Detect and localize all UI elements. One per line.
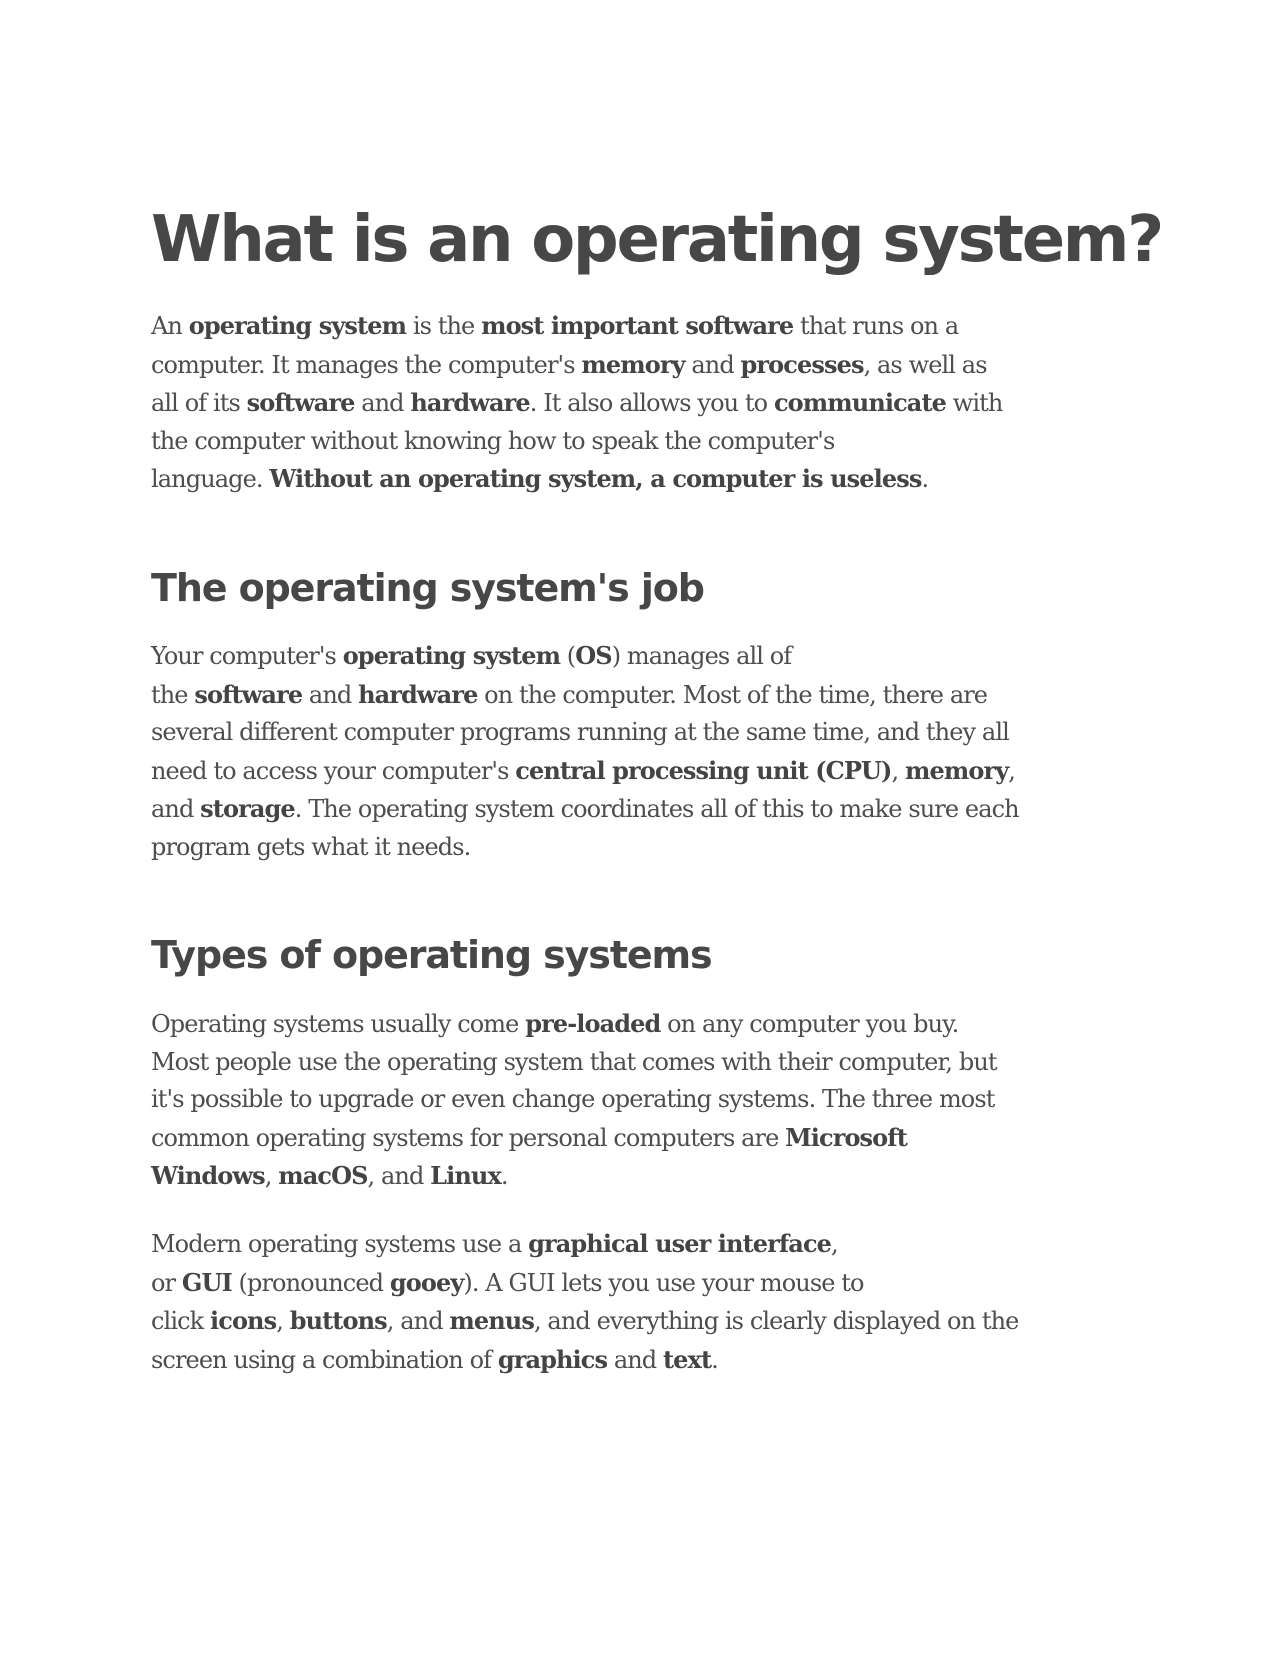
bold-term: operating system xyxy=(342,641,561,670)
bold-term: memory xyxy=(904,755,1009,785)
bold-term: most important software xyxy=(481,311,794,340)
text-line: need to access your computer's central processing unit (CPU), memory, xyxy=(151,755,1015,785)
section-heading-os-job: The operating system's job xyxy=(151,566,704,610)
bold-term: GUI xyxy=(181,1267,232,1297)
bold-term: software xyxy=(246,388,355,418)
bold-term: icons xyxy=(210,1306,277,1336)
bold-term: Without an operating system, a computer is useless xyxy=(269,464,922,494)
text-line: several different computer programs running at the same time, and they all xyxy=(151,718,1009,747)
bold-term: Windows xyxy=(151,1161,265,1191)
bold-term: Microsoft xyxy=(785,1122,907,1152)
bold-term: Linux xyxy=(430,1161,501,1191)
text-line: the computer without knowing how to speak the computer's xyxy=(151,426,835,455)
text-line: Most people use the operating system that comes with their computer, but xyxy=(151,1047,997,1076)
text-line: the software and hardware on the computer. Most of the time, there are xyxy=(151,679,988,709)
bold-term: graphical user interface xyxy=(528,1229,832,1258)
text-line: program gets what it needs. xyxy=(151,832,471,861)
text-line: common operating systems for personal computers are Microsoft xyxy=(151,1122,907,1152)
text-line: Your computer's operating system (OS) manages all of xyxy=(151,641,792,670)
bold-term: graphics xyxy=(497,1344,608,1374)
os-job-paragraph xyxy=(151,637,1141,867)
text-line: it's possible to upgrade or even change operating systems. The three most xyxy=(151,1085,995,1114)
text-line: click icons, buttons, and menus, and everything is clearly displayed on the xyxy=(151,1306,1019,1336)
bold-term: central processing unit (CPU) xyxy=(515,755,892,785)
bold-term: processes xyxy=(740,349,864,379)
text-line: Operating systems usually come pre-loaded on any computer you buy. xyxy=(151,1009,959,1038)
bold-term: menus xyxy=(449,1306,534,1336)
bold-term: OS xyxy=(575,641,612,670)
bold-term: communicate xyxy=(773,388,946,418)
text-line: computer. It manages the computer's memory and processes, as well as xyxy=(151,349,987,379)
bold-term: storage xyxy=(200,794,295,824)
text-line: language. Without an operating system, a computer is useless. xyxy=(151,464,929,494)
os-types-paragraph-2 xyxy=(151,1225,1141,1379)
bold-term: hardware xyxy=(410,388,530,418)
intro-paragraph xyxy=(151,307,1141,499)
bold-term: hardware xyxy=(358,679,478,709)
bold-term: buttons xyxy=(289,1306,387,1336)
text-line: Windows, macOS, and Linux. xyxy=(151,1161,508,1191)
text-line: and storage. The operating system coordinates all of this to make sure each xyxy=(151,794,1019,824)
text-line: all of its software and hardware. It also allows you to communicate with xyxy=(151,388,1003,418)
text-line: or GUI (pronounced gooey). A GUI lets you use your mouse to xyxy=(151,1267,864,1297)
section-heading-os-types: Types of operating systems xyxy=(151,933,712,977)
page-title: What is an operating system? xyxy=(151,203,1163,277)
bold-term: macOS xyxy=(278,1161,368,1191)
bold-term: software xyxy=(194,679,303,709)
bold-term: memory xyxy=(581,349,685,379)
bold-term: gooey xyxy=(389,1267,464,1297)
text-line: screen using a combination of graphics and text. xyxy=(151,1344,718,1374)
bold-term: text xyxy=(662,1344,712,1374)
bold-term: operating system xyxy=(188,311,407,340)
text-line: Modern operating systems use a graphical user interface, xyxy=(151,1229,838,1258)
bold-term: pre-loaded xyxy=(525,1009,661,1038)
os-types-paragraph-1 xyxy=(151,1005,1141,1196)
text-line: An operating system is the most important software that runs on a xyxy=(151,311,959,340)
